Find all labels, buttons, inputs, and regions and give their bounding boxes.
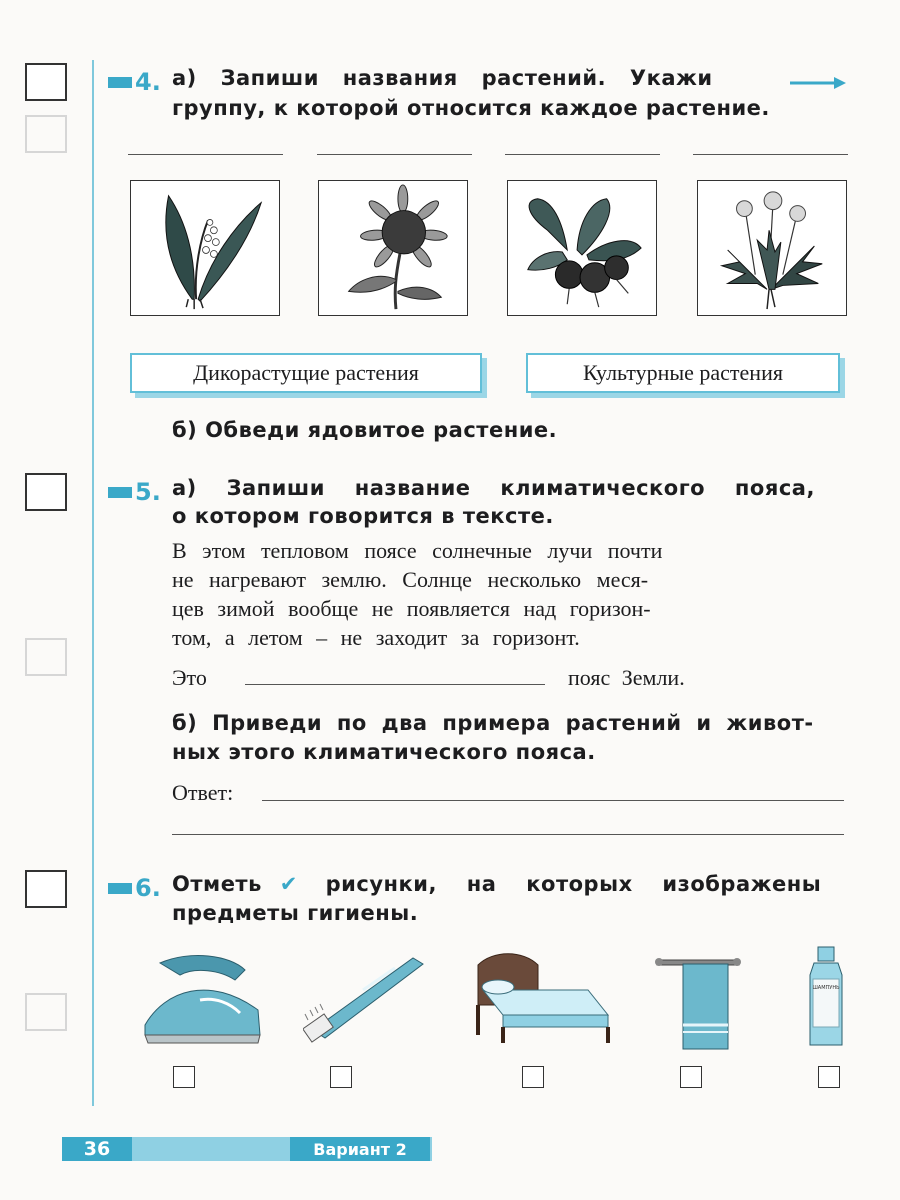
plant-picture-radish[interactable] [507, 180, 657, 316]
task4-instruction-line1: а) Запиши названия растений. Укажи [172, 66, 713, 90]
toothbrush-icon [303, 950, 428, 1045]
iron-icon [140, 945, 265, 1050]
checkmark-icon: ✔ [279, 872, 298, 896]
task5-part-b-line2: ных этого климатического пояса. [172, 740, 596, 764]
task6-number: 6. [108, 874, 161, 902]
task5-instruction-line2: о котором говорится в тексте. [172, 504, 554, 528]
variant-label: Вариант 2 [290, 1137, 430, 1161]
task4-instruction-line2: группу, к которой относится каждое растение. [172, 96, 770, 120]
plant-picture-lily-of-the-valley[interactable] [130, 180, 280, 316]
radish-icon [508, 181, 656, 315]
plant-name-blank-4[interactable] [693, 154, 848, 155]
plant-name-blank-1[interactable] [128, 154, 283, 155]
arrow-right-icon [790, 76, 846, 90]
score-box-faint [25, 115, 67, 153]
answer-blank-2[interactable] [172, 834, 844, 835]
plant-name-blank-2[interactable] [317, 154, 472, 155]
checkbox-bed[interactable] [522, 1066, 544, 1088]
toothbrush-picture[interactable] [303, 950, 428, 1049]
checkbox-toothbrush[interactable] [330, 1066, 352, 1088]
checkbox-iron[interactable] [173, 1066, 195, 1088]
task6-instruction-line1 [172, 872, 821, 896]
task4-number: 4. [108, 68, 161, 96]
bed-picture[interactable] [468, 945, 613, 1049]
score-box-task6[interactable] [25, 870, 67, 908]
task6-instruction-line2: предметы гигиены. [172, 901, 419, 925]
task5-instruction-line1: а) Запиши название климатического пояса, [172, 476, 815, 500]
plant-picture-dandelion[interactable] [697, 180, 847, 316]
plant-name-blank-3[interactable] [505, 154, 660, 155]
answer-label: Ответ: [172, 780, 234, 805]
checkbox-towel[interactable] [680, 1066, 702, 1088]
dandelion-icon [698, 181, 846, 315]
passage-line-3: цев зимой вообще не появляется над горизон- [172, 596, 651, 621]
answer-prefix: Это [172, 665, 207, 690]
group-label-cultivated-plants: Культурные растения [526, 353, 840, 393]
shampoo-icon [806, 945, 846, 1050]
task6-text-mark: Отметь [172, 872, 262, 896]
score-box-faint [25, 638, 67, 676]
page-number: 36 [62, 1137, 132, 1161]
climate-zone-blank[interactable] [245, 684, 545, 685]
passage-line-2: не нагревают землю. Солнце несколько меся- [172, 567, 649, 592]
margin-line [92, 60, 94, 1106]
towel-icon [655, 950, 745, 1055]
plant-picture-sunflower[interactable] [318, 180, 468, 316]
score-box-task5[interactable] [25, 473, 67, 511]
passage-line-4: том, а летом – не заходит за горизонт. [172, 625, 580, 650]
answer-suffix: пояс Земли. [568, 665, 685, 690]
task5-number: 5. [108, 478, 161, 506]
score-box-task4[interactable] [25, 63, 67, 101]
checkbox-shampoo[interactable] [818, 1066, 840, 1088]
shampoo-picture[interactable] [806, 945, 846, 1054]
task5-part-b-line1: б) Приведи по два примера растений и живот- [172, 711, 814, 735]
sunflower-icon [319, 181, 467, 315]
task4-part-b: б) Обведи ядовитое растение. [172, 418, 558, 442]
bed-icon [468, 945, 613, 1045]
towel-picture[interactable] [655, 950, 745, 1059]
lily-of-the-valley-icon [131, 181, 279, 315]
passage-line-1: В этом тепловом поясе солнечные лучи почти [172, 538, 663, 563]
group-label-wild-plants: Дикорастущие растения [130, 353, 482, 393]
score-box-faint [25, 993, 67, 1031]
shampoo-label: ШАМПУНЬ [812, 985, 840, 991]
answer-blank-1[interactable] [262, 800, 844, 801]
iron-picture[interactable] [140, 945, 265, 1054]
task6-text-rest: рисунки, на которых изображены [325, 872, 822, 896]
